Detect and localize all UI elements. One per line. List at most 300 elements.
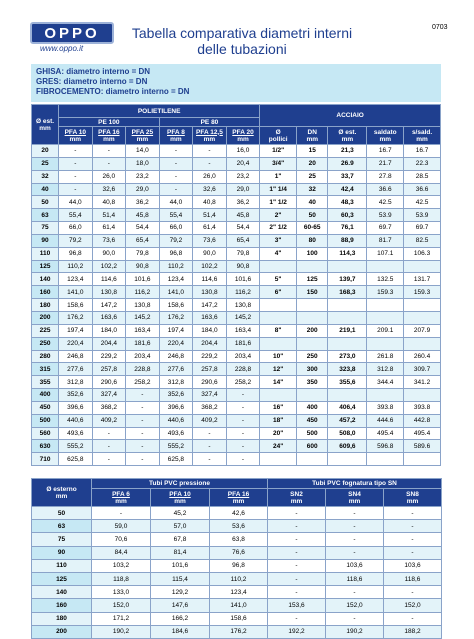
table-cell: 90,8 — [126, 260, 160, 273]
header-pfa: PFA 20 mm — [226, 127, 260, 145]
table-cell — [367, 299, 404, 312]
table-cell — [297, 311, 328, 324]
table-cell: 312,8 — [59, 376, 93, 389]
table-cell: 42.5 — [404, 196, 441, 209]
table-cell — [260, 337, 297, 350]
table-cell: 444.6 — [367, 414, 404, 427]
table-row — [32, 234, 441, 247]
table-cell: - — [159, 157, 193, 170]
table-cell: 152,0 — [326, 599, 384, 612]
table-cell: 131.7 — [404, 273, 441, 286]
table-cell: 36.6 — [367, 183, 404, 196]
table-cell: 59,0 — [92, 520, 151, 533]
table-cell: - — [193, 440, 227, 453]
table-cell: 44,0 — [59, 196, 93, 209]
table-cell: - — [268, 586, 326, 599]
table-cell — [404, 311, 441, 324]
table-cell: 300 — [297, 363, 328, 376]
table-cell: 393.8 — [367, 401, 404, 414]
table-cell: 29,0 — [126, 183, 160, 196]
table-cell: 102,2 — [92, 260, 126, 273]
table-cell: 79,2 — [59, 234, 93, 247]
table-cell: 450 — [297, 414, 328, 427]
row-diameter: 400 — [32, 389, 59, 402]
table-cell: 42,6 — [210, 507, 268, 520]
row-diameter: 630 — [32, 440, 59, 453]
table-cell: 145,2 — [226, 311, 260, 324]
table-cell: 69.7 — [367, 222, 404, 235]
table-cell: 219,1 — [328, 324, 367, 337]
header-sn: SN4 mm — [326, 489, 384, 507]
table-cell: 90,0 — [92, 247, 126, 260]
table-cell: 277,6 — [59, 363, 93, 376]
table-cell: - — [92, 453, 126, 466]
legend-line: GHISA: diametro interno = DN — [36, 67, 151, 76]
table-cell: 14,0 — [126, 145, 160, 158]
table-cell: 495.4 — [404, 427, 441, 440]
header-pe80: PE 80 — [159, 118, 260, 127]
table-cell: 220,4 — [159, 337, 193, 350]
table-cell: - — [268, 572, 326, 585]
table-cell: - — [159, 170, 193, 183]
table-row — [32, 311, 441, 324]
oppo-logo: OPPO — [30, 22, 114, 44]
material-legend — [31, 64, 441, 102]
table-cell: - — [59, 145, 93, 158]
table-cell: 609,6 — [328, 440, 367, 453]
table-cell: 22.3 — [404, 157, 441, 170]
table-cell: 312,8 — [159, 376, 193, 389]
row-diameter: 25 — [32, 157, 59, 170]
row-diameter: 50 — [32, 507, 92, 520]
table-cell — [328, 311, 367, 324]
table-cell: 192,2 — [268, 625, 326, 638]
table-cell: 228,8 — [226, 363, 260, 376]
table-cell: 21,3 — [328, 145, 367, 158]
table-cell — [260, 389, 297, 402]
table-cell: 181,6 — [126, 337, 160, 350]
table-cell: 23,2 — [226, 170, 260, 183]
table-cell: 5" — [260, 273, 297, 286]
table-cell: 10" — [260, 350, 297, 363]
table-cell: 100 — [297, 247, 328, 260]
table-row — [32, 260, 441, 273]
table-cell: 258,2 — [226, 376, 260, 389]
table-cell — [297, 337, 328, 350]
table-cell — [367, 453, 404, 466]
table-cell: 181,6 — [226, 337, 260, 350]
table-cell — [297, 260, 328, 273]
table-cell: 16" — [260, 401, 297, 414]
table-cell: 24" — [260, 440, 297, 453]
table-cell: - — [326, 612, 384, 625]
table-row — [32, 507, 442, 520]
table-cell: 65,4 — [126, 234, 160, 247]
table-row — [32, 427, 441, 440]
table-cell: - — [193, 427, 227, 440]
table-cell: 130,8 — [193, 286, 227, 299]
table-row — [32, 286, 441, 299]
table-cell: 51,4 — [92, 209, 126, 222]
table-cell: - — [226, 453, 260, 466]
table-cell: 125 — [297, 273, 328, 286]
table-cell — [260, 453, 297, 466]
table-cell: 246,8 — [59, 350, 93, 363]
table-row — [32, 414, 441, 427]
table-cell: 44,0 — [159, 196, 193, 209]
row-diameter: 50 — [32, 196, 59, 209]
row-diameter: 180 — [32, 612, 92, 625]
table-cell: 250 — [297, 350, 328, 363]
row-diameter: 110 — [32, 559, 92, 572]
table-cell: 18" — [260, 414, 297, 427]
header-acciaio-col: Ø pollici — [260, 127, 297, 145]
table-cell: 73,6 — [193, 234, 227, 247]
table-cell: 158,6 — [159, 299, 193, 312]
table-cell — [404, 453, 441, 466]
table-cell: 82.5 — [404, 234, 441, 247]
table-cell: 96,8 — [210, 559, 268, 572]
table-cell: 50 — [297, 209, 328, 222]
header-pfa: PFA 10 mm — [151, 489, 210, 507]
table-cell: 54,4 — [126, 222, 160, 235]
table-cell: - — [92, 157, 126, 170]
row-diameter: 180 — [32, 299, 59, 312]
row-diameter: 200 — [32, 625, 92, 638]
table-cell: 40,8 — [92, 196, 126, 209]
table-cell: 368,2 — [92, 401, 126, 414]
table-cell: - — [226, 389, 260, 402]
table-cell: 257,8 — [92, 363, 126, 376]
row-diameter: 200 — [32, 311, 59, 324]
table-cell: 596.8 — [367, 440, 404, 453]
header-diameter: Ø esterno mm — [32, 479, 92, 507]
table-cell: 200 — [297, 324, 328, 337]
table-cell — [328, 299, 367, 312]
table-cell: 261.8 — [367, 350, 404, 363]
table-cell: 6" — [260, 286, 297, 299]
table-cell: - — [92, 145, 126, 158]
header-acciaio-col: s/sald. mm — [404, 127, 441, 145]
table-cell: 3/4" — [260, 157, 297, 170]
table-cell: 246,8 — [159, 350, 193, 363]
row-diameter: 20 — [32, 145, 59, 158]
table-cell: 26.9 — [328, 157, 367, 170]
table-cell: 118,6 — [326, 572, 384, 585]
table-cell: 209.1 — [367, 324, 404, 337]
table-cell: 184,0 — [193, 324, 227, 337]
table-cell — [297, 453, 328, 466]
table-row — [32, 337, 441, 350]
table-cell: 147,2 — [193, 299, 227, 312]
header-polietilene: POLIETILENE — [59, 105, 260, 118]
table-cell: 110,2 — [59, 260, 93, 273]
table-cell: 20 — [297, 157, 328, 170]
table-cell — [260, 260, 297, 273]
header-acciaio-col: saldato mm — [367, 127, 404, 145]
row-diameter: 32 — [32, 170, 59, 183]
legend-line: FIBROCEMENTO: diametro interno = DN — [36, 87, 190, 96]
table-cell: 163,4 — [126, 324, 160, 337]
table-row — [32, 533, 442, 546]
table-cell: 16.7 — [404, 145, 441, 158]
table-cell: 323,8 — [328, 363, 367, 376]
table-cell: 26,0 — [92, 170, 126, 183]
row-diameter: 63 — [32, 209, 59, 222]
table-cell: 42.5 — [367, 196, 404, 209]
table-cell: 152,0 — [92, 599, 151, 612]
table-row — [32, 170, 441, 183]
table-cell: 625,8 — [59, 453, 93, 466]
header-pvc-pressione: Tubi PVC pressione — [92, 479, 268, 489]
header-acciaio-col: Ø est. mm — [328, 127, 367, 145]
table-cell: - — [384, 520, 442, 533]
header-pvc-fognatura: Tubi PVC fognatura tipo SN — [268, 479, 442, 489]
row-diameter: 160 — [32, 286, 59, 299]
table-cell: - — [268, 507, 326, 520]
table-cell: 163,6 — [193, 311, 227, 324]
table-cell: 406,4 — [328, 401, 367, 414]
header-pe100: PE 100 — [59, 118, 160, 127]
table-cell: 495.4 — [367, 427, 404, 440]
table-cell: 66,0 — [159, 222, 193, 235]
table-cell: 141,0 — [59, 286, 93, 299]
table-cell: - — [226, 440, 260, 453]
table-row — [32, 599, 442, 612]
table-cell: 163,6 — [92, 311, 126, 324]
table-cell: 79,2 — [159, 234, 193, 247]
table-cell: 123,4 — [159, 273, 193, 286]
table-cell: 229,2 — [193, 350, 227, 363]
table-cell: 90,0 — [193, 247, 227, 260]
table-row — [32, 157, 441, 170]
row-diameter: 140 — [32, 273, 59, 286]
table-cell: 29,0 — [226, 183, 260, 196]
table-cell: - — [268, 559, 326, 572]
table-cell: 55,4 — [159, 209, 193, 222]
table-cell: 103,6 — [384, 559, 442, 572]
header-pfa: PFA 12,5 mm — [193, 127, 227, 145]
table-cell — [328, 389, 367, 402]
table-cell: - — [159, 183, 193, 196]
table-cell: 352,6 — [59, 389, 93, 402]
table-cell: 258,2 — [126, 376, 160, 389]
table-cell: 14" — [260, 376, 297, 389]
table-cell: 145,2 — [126, 311, 160, 324]
table-cell: - — [159, 145, 193, 158]
table-row — [32, 363, 441, 376]
table-cell: 176,2 — [210, 625, 268, 638]
table-cell: 129,2 — [151, 586, 210, 599]
table-cell: - — [193, 145, 227, 158]
table-cell: 60-65 — [297, 222, 328, 235]
table-row — [32, 376, 441, 389]
row-diameter: 450 — [32, 401, 59, 414]
table-cell: - — [126, 427, 160, 440]
table-cell: 152,0 — [384, 599, 442, 612]
table-cell: - — [268, 546, 326, 559]
table-cell: 110,2 — [210, 572, 268, 585]
table-cell: 65,4 — [226, 234, 260, 247]
table-cell: 190,2 — [92, 625, 151, 638]
table-row — [32, 546, 442, 559]
table-cell: 53.9 — [367, 209, 404, 222]
table-cell: 115,4 — [151, 572, 210, 585]
table-cell: - — [326, 520, 384, 533]
table-cell: 40 — [297, 196, 328, 209]
table-cell: - — [226, 401, 260, 414]
table-cell: 159.3 — [367, 286, 404, 299]
table-row — [32, 209, 441, 222]
table-cell: 1" — [260, 170, 297, 183]
table-cell: 16,0 — [226, 145, 260, 158]
table-cell: 184,0 — [92, 324, 126, 337]
table-cell: 103,6 — [326, 559, 384, 572]
table-cell: - — [326, 507, 384, 520]
table-cell: 166,2 — [151, 612, 210, 625]
table-cell — [297, 389, 328, 402]
table-cell: 176,2 — [59, 311, 93, 324]
table-cell: - — [226, 414, 260, 427]
table-cell: 257,8 — [193, 363, 227, 376]
table-cell: 163,4 — [226, 324, 260, 337]
table-cell: 45,8 — [226, 209, 260, 222]
table-cell: 27.8 — [367, 170, 404, 183]
table-cell: 20" — [260, 427, 297, 440]
table-cell: 63,8 — [210, 533, 268, 546]
table-cell: 21.7 — [367, 157, 404, 170]
table-cell: 66,0 — [59, 222, 93, 235]
table-cell: 290,6 — [92, 376, 126, 389]
row-diameter: 125 — [32, 260, 59, 273]
table-cell: 130,8 — [92, 286, 126, 299]
table-cell: 190,2 — [326, 625, 384, 638]
table-cell: - — [268, 520, 326, 533]
table-cell: 555,2 — [159, 440, 193, 453]
table-cell: 76,6 — [210, 546, 268, 559]
table-cell: 79,8 — [126, 247, 160, 260]
table-cell: 327,4 — [193, 389, 227, 402]
table-cell: 96,8 — [159, 247, 193, 260]
table-cell: 123,4 — [59, 273, 93, 286]
table-row — [32, 183, 441, 196]
table-row — [32, 586, 442, 599]
table-cell: 153,6 — [268, 599, 326, 612]
table-cell: 118,8 — [92, 572, 151, 585]
table-cell: 80 — [297, 234, 328, 247]
table-cell: 341.2 — [404, 376, 441, 389]
table-cell: 327,4 — [92, 389, 126, 402]
row-diameter: 75 — [32, 533, 92, 546]
table-cell: 352,6 — [159, 389, 193, 402]
table-cell: 132.5 — [367, 273, 404, 286]
logo-url: www.oppo.it — [40, 44, 84, 53]
table-cell: 12" — [260, 363, 297, 376]
table-cell: - — [384, 546, 442, 559]
table-cell: 81.7 — [367, 234, 404, 247]
header-pfa: PFA 16 mm — [210, 489, 268, 507]
table-cell: 273,0 — [328, 350, 367, 363]
table-cell: - — [92, 427, 126, 440]
table-row — [32, 222, 441, 235]
table-row — [32, 273, 441, 286]
table-cell: 45,8 — [126, 209, 160, 222]
row-diameter: 90 — [32, 546, 92, 559]
table-cell: 168,3 — [328, 286, 367, 299]
table-cell: 36,2 — [126, 196, 160, 209]
table-cell: 61,4 — [92, 222, 126, 235]
table-cell: 26,0 — [193, 170, 227, 183]
header-sn: SN8 mm — [384, 489, 442, 507]
table-cell: 440,6 — [59, 414, 93, 427]
header-diameter: Ø est. mm — [32, 105, 59, 145]
table-cell: 69.7 — [404, 222, 441, 235]
table-cell: 400 — [297, 401, 328, 414]
table-cell: 229,2 — [92, 350, 126, 363]
header-pfa: PFA 8 mm — [159, 127, 193, 145]
table-row — [32, 350, 441, 363]
table-cell: 176,2 — [159, 311, 193, 324]
table-cell: - — [326, 533, 384, 546]
table-cell: 101,6 — [226, 273, 260, 286]
table-cell: 600 — [297, 440, 328, 453]
table-cell: 355,6 — [328, 376, 367, 389]
table-row — [32, 324, 441, 337]
table-cell: 81,4 — [151, 546, 210, 559]
table-cell: 48,3 — [328, 196, 367, 209]
table-cell: 116,2 — [126, 286, 160, 299]
table-cell — [328, 453, 367, 466]
table-cell: 500 — [297, 427, 328, 440]
table-row — [32, 145, 441, 158]
table-row — [32, 453, 441, 466]
table-cell: 18,0 — [126, 157, 160, 170]
table-cell: 589.6 — [404, 440, 441, 453]
table-cell: 32 — [297, 183, 328, 196]
row-diameter: 40 — [32, 183, 59, 196]
pvc-table — [31, 478, 442, 639]
table-row — [32, 401, 441, 414]
table-cell: 73,6 — [92, 234, 126, 247]
table-row — [32, 440, 441, 453]
document-code: 0703 — [432, 24, 448, 31]
table-cell — [404, 260, 441, 273]
table-cell: 76,1 — [328, 222, 367, 235]
table-cell: 188,2 — [384, 625, 442, 638]
header-pfa: PFA 10 mm — [59, 127, 93, 145]
table-cell: 23,2 — [126, 170, 160, 183]
table-cell: 350 — [297, 376, 328, 389]
table-cell: 493,6 — [159, 427, 193, 440]
table-cell: 141,0 — [210, 599, 268, 612]
table-cell: 171,2 — [92, 612, 151, 625]
table-cell: 114,3 — [328, 247, 367, 260]
table-cell: - — [126, 389, 160, 402]
row-diameter: 110 — [32, 247, 59, 260]
row-diameter: 75 — [32, 222, 59, 235]
table-cell: 147,2 — [92, 299, 126, 312]
table-cell — [297, 299, 328, 312]
row-diameter: 160 — [32, 599, 92, 612]
row-diameter: 125 — [32, 572, 92, 585]
title-line-1: Tabella comparativa diametri interni — [131, 25, 353, 41]
legend-line: GRES: diametro interno = DN — [36, 77, 148, 86]
polietilene-acciaio-table — [31, 104, 441, 466]
table-cell: 312.8 — [367, 363, 404, 376]
table-cell: 84,4 — [92, 546, 151, 559]
table-cell: 204,4 — [193, 337, 227, 350]
table-cell: - — [126, 440, 160, 453]
